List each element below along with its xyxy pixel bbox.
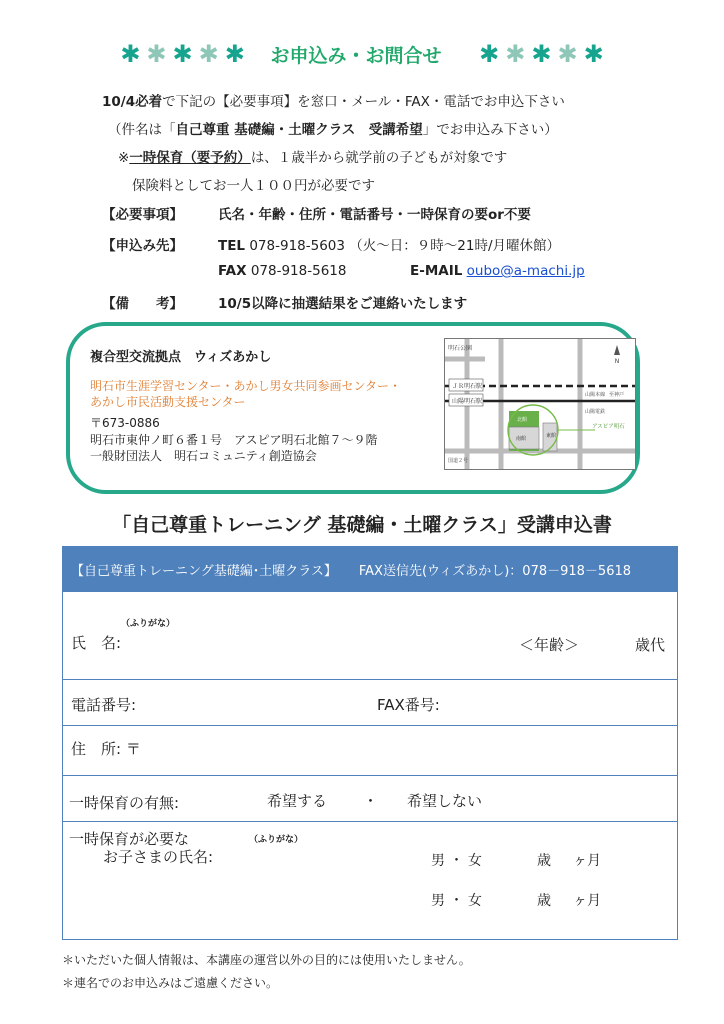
- note-value: 10/5以降に抽選結果をご連絡いたします: [218, 296, 468, 312]
- access-map-graphic: [445, 339, 635, 469]
- asterisk-icon: ✱: [531, 40, 552, 68]
- form-header: [63, 547, 677, 591]
- map-label-minami: 南館: [516, 436, 527, 442]
- childcare-label: 一時保育の有無:: [69, 794, 180, 812]
- asterisk-icon: ✱: [224, 40, 245, 68]
- application-form: [62, 546, 678, 940]
- child-row[interactable]: [63, 821, 677, 939]
- venue-postal: 〒673-0886: [90, 416, 160, 430]
- child1-age-months: ヶ月: [573, 853, 601, 869]
- name-label: 氏 名:: [71, 634, 122, 652]
- tel-line: TEL 078-918-5603 （火〜日：９時〜21時/月曜休館）: [218, 238, 561, 254]
- required-value: 氏名・年齢・住所・電話番号・一時保育の要or不要: [218, 207, 531, 223]
- name-furigana-label: （ふりがな）: [121, 619, 176, 629]
- childcare-separator: ・: [363, 792, 379, 810]
- map-label-kita: 北館: [517, 417, 528, 423]
- address-row[interactable]: [63, 725, 677, 776]
- child1-gender[interactable]: 男 ・ 女: [431, 853, 482, 869]
- asterisk-icon: ✱: [198, 40, 219, 68]
- section-title-text: お申込み・お問合せ: [270, 44, 442, 67]
- child2-gender[interactable]: 男 ・ 女: [431, 893, 482, 909]
- address-label: 住 所: 〒: [71, 740, 141, 758]
- map-label-toyo: 東館: [546, 433, 557, 439]
- child2-age-months: ヶ月: [573, 893, 601, 909]
- venue-orgs-line-2: あかし市民活動支援センター: [90, 395, 246, 409]
- phone-label: 電話番号:: [71, 696, 137, 714]
- asterisk-icon: ✱: [505, 40, 526, 68]
- venue-address: 明石市東仲ノ町６番１号 アスピア明石北館７〜９階: [90, 433, 378, 447]
- access-map: [444, 338, 636, 470]
- map-label-route2: 国道２号: [448, 458, 469, 464]
- child1-age-years: 歳: [537, 853, 551, 869]
- venue-name: 複合型交流拠点 ウィズあかし: [90, 350, 272, 365]
- childcare-row: [63, 775, 677, 822]
- note-label: 【備 考】: [102, 296, 183, 312]
- fax-number-label: FAX番号:: [377, 696, 440, 714]
- map-label-aspia: アスピア明石: [592, 424, 625, 430]
- childcare-no-option[interactable]: 希望しない: [407, 792, 483, 810]
- fax-line: FAX 078-918-5618: [218, 263, 347, 279]
- form-header-course: 【自己尊重トレーニング基礎編･土曜クラス】: [71, 563, 337, 579]
- intro-line-1: 10/4必着で下記の【必要事項】を窓口・メール・FAX・電話でお申込下さい: [102, 94, 565, 110]
- intro-line-2: （件名は「自己尊重 基礎編・土曜クラス 受講希望」でお申込み下さい）: [108, 122, 558, 138]
- map-label-sanyo-line: 山陽電鉄: [585, 409, 606, 415]
- asterisk-icon: ✱: [146, 40, 167, 68]
- asterisk-icon: ✱: [583, 40, 604, 68]
- apply-label: 【申込み先】: [102, 238, 183, 254]
- intro-line-4: 保険料としてお一人１００円が必要です: [132, 178, 375, 194]
- child-label-line-1: 一時保育が必要な: [69, 830, 190, 848]
- child-label-line-2: お子さまの氏名:: [103, 848, 214, 866]
- map-label-jr: ＪＲ明石駅: [452, 383, 483, 390]
- age-suffix: 歳代: [635, 636, 666, 654]
- map-label-park: 明石公園: [448, 345, 473, 352]
- form-title: 「自己尊重トレーニング 基礎編・土曜クラス」受講申込書: [112, 514, 612, 536]
- section-title: [0, 40, 724, 68]
- email-line: E-MAIL oubo@a-machi.jp: [410, 263, 585, 279]
- asterisk-icon: ✱: [479, 40, 500, 68]
- footer-note-1: ＊いただいた個人情報は、本講座の運営以外の目的には使用いたしません。: [62, 953, 471, 967]
- childcare-yes-option[interactable]: 希望する: [267, 792, 328, 810]
- child2-age-years: 歳: [537, 893, 551, 909]
- map-label-kobe: 至神戸: [609, 392, 625, 398]
- age-label: ＜年齢＞: [519, 636, 580, 654]
- name-row[interactable]: [63, 591, 677, 680]
- required-label: 【必要事項】: [102, 207, 183, 223]
- asterisk-icon: ✱: [172, 40, 193, 68]
- svg-text:N: N: [614, 358, 620, 365]
- form-header-fax: FAX送信先(ウィズあかし)：078－918－5618: [358, 563, 632, 579]
- asterisk-icon: ✱: [120, 40, 141, 68]
- venue-operator: 一般財団法人 明石コミュニティ創造協会: [90, 449, 317, 463]
- map-label-jr-line: 山陽本線: [585, 392, 606, 398]
- footer-note-2: ＊連名でのお申込みはご遠慮ください。: [62, 976, 279, 990]
- intro-line-3: ※一時保育（要予約）は、１歳半から就学前の子どもが対象です: [118, 150, 508, 166]
- phone-row[interactable]: [63, 679, 677, 726]
- asterisk-icon: ✱: [557, 40, 578, 68]
- child-furigana-label: （ふりがな）: [249, 835, 304, 845]
- venue-orgs-line-1: 明石市生涯学習センター・あかし男女共同参画センター・: [90, 379, 402, 393]
- map-label-sanyo: 山陽明石駅: [452, 398, 483, 405]
- email-link[interactable]: oubo@a-machi.jp: [466, 263, 585, 279]
